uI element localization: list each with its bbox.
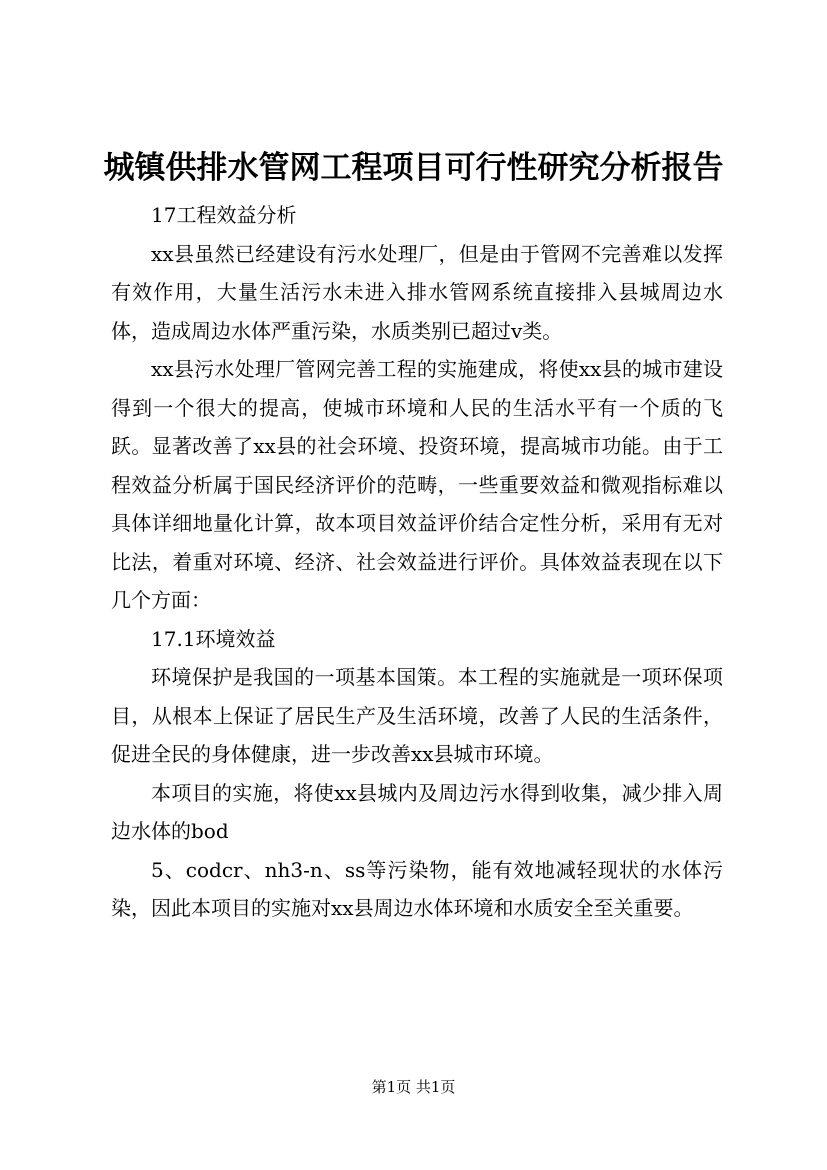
section-heading: 17工程效益分析 bbox=[151, 203, 297, 227]
body-paragraph: 环境保护是我国的一项基本国策。本工程的实施就是一项环保项目，从根本上保证了居民生产及生活环境，改善了人民的生活条件，促进全民的身体健康，进一步改善xx县城市环境。 bbox=[111, 665, 723, 766]
document-body bbox=[111, 196, 723, 928]
body-paragraph: xx县虽然已经建设有污水处理厂，但是由于管网不完善难以发挥有效作用，大量生活污水未进入排水管网系统直接排入县城周边水体，造成周边水体严重污染，水质类别已超过v类。 bbox=[111, 241, 723, 343]
page-footer: 第1页 共1页 bbox=[371, 1078, 456, 1096]
subsection-heading: 17.1环境效益 bbox=[151, 626, 276, 651]
body-paragraph: 本项目的实施，将使xx县城内及周边污水得到收集，减少排入周边水体的bod bbox=[111, 780, 723, 843]
document-title: 城镇供排水管网工程项目可行性研究分析报告 bbox=[103, 150, 724, 186]
body-paragraph: xx县污水处理厂管网完善工程的实施建成，将使xx县的城市建设得到一个很大的提高，使城市环境和人民的生活水平有一个质的飞跃。显著改善了xx县的社会环境、投资环境，提高城市功能。由于工程效益分析属于国民经济评价的范畴，一些重要效益和微观指标难以具体详细地量化计算，故本项目效益评价结合定性分析，采用有无对比法，着重对环境、经济、社会效益进行评价。具体效益表现在以下几个方面： bbox=[111, 357, 723, 612]
body-paragraph: 5、codcr、nh3-n、ss等污染物，能有效地减轻现状的水体污染，因此本项目的实施对xx县周边水体环境和水质安全至关重要。 bbox=[111, 857, 723, 920]
